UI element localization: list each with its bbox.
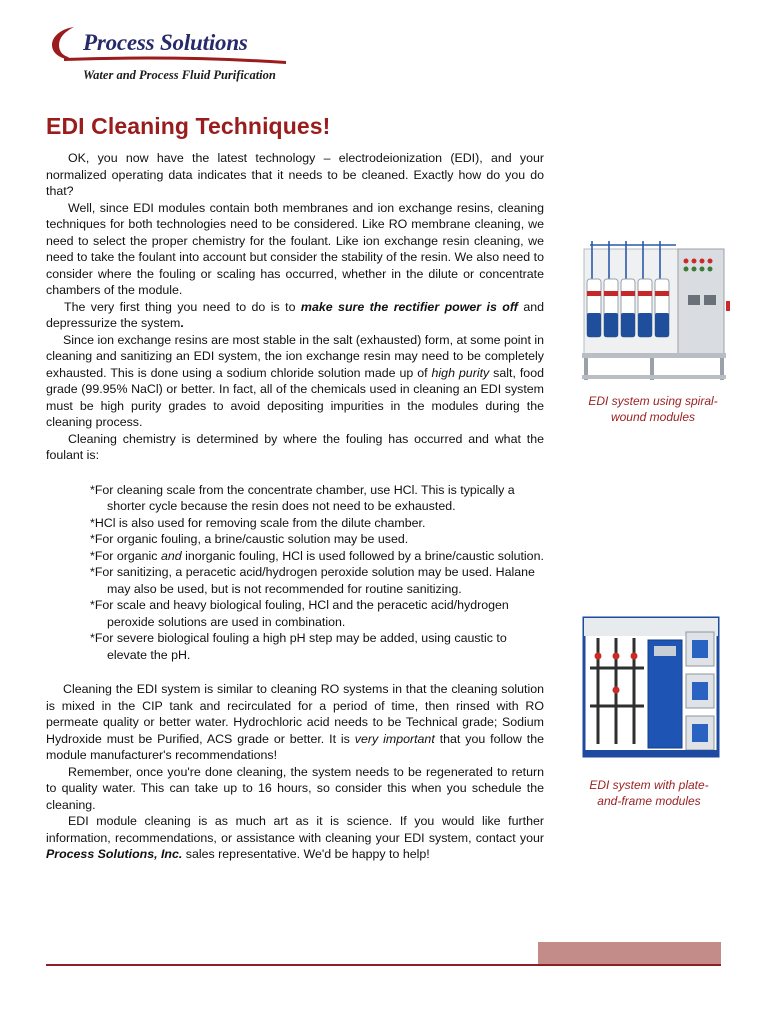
- contact-company: Process Solutions, Inc.: [46, 847, 183, 861]
- paragraph-rectifier: [46, 299, 544, 332]
- article-title: EDI Cleaning Techniques!: [46, 113, 331, 139]
- edi-plate-and-frame-system-image: [582, 612, 722, 762]
- paragraph-membranes: Well, since EDI modules contain both membranes and ion exchange resins, cleaning techniques for both technologies need to be considered. Like RO membrane cleaning, we need to select the proper chemistry for the foulant. Like ion exchange resin cleaning, we need to take the foulant into account but consider the stability of the resin. We also need to consider where the fouling or scaling has occurred, whether in the dilute or concentrate chambers of the module.: [46, 200, 544, 297]
- exhaustion-text-c: salt, food grade (99.95% NaCl) or better. In fact, all of the chemicals used in cleaning an EDI system must be high purity grades to avoid depositing impurities in the modules during the cleaning process.: [46, 365, 544, 429]
- company-logo: [50, 24, 290, 86]
- paragraph-cip: [46, 681, 544, 764]
- list4-text-a: *For organic: [90, 548, 161, 563]
- contact-text-a: EDI module cleaning is as much art as it is science. If you would like further information, recommendations, or assistance with cleaning your EDI system, contact your: [46, 814, 544, 845]
- rectifier-text-a: The very first thing you need to do is to: [64, 299, 301, 314]
- rectifier-text-c: and depressurize the system: [46, 299, 545, 330]
- contact-text-c: sales representative. We'd be happy to help!: [182, 847, 430, 861]
- caption-spiral-wound: EDI system using spiral-wound modules: [588, 394, 718, 424]
- rectifier-warning: make sure the rectifier power is off: [300, 299, 518, 314]
- list-item: *For cleaning scale from the concentrate chamber, use HCl. This is typically a shorter cycle because the resin does not need to be exhausted.: [90, 482, 515, 513]
- paragraph-exhaustion: [46, 332, 544, 431]
- rectifier-text-d: .: [180, 316, 184, 330]
- list-item: *For severe biological fouling a high pH step may be added, using caustic to elevate the pH.: [90, 631, 507, 662]
- edi-spiral-wound-system-image: [580, 235, 730, 385]
- cip-text-b: very important: [354, 731, 435, 746]
- cip-text-c: that you follow the module manufacturer's recommendations!: [46, 731, 544, 762]
- footer-accent-box: [538, 942, 721, 966]
- list-item: *For sanitizing, a peracetic acid/hydrogen peroxide solution may be used. Halane may also be used, but is not recommended for routine sanitizing.: [90, 565, 535, 596]
- caption-plate-and-frame: EDI system with plate-and-frame modules: [589, 778, 709, 808]
- footer-rule: [46, 964, 721, 966]
- list-item: *For scale and heavy biological fouling, HCl and the peracetic acid/hydrogen peroxide solutions are used in combination.: [90, 598, 509, 629]
- logo-company-name: Process Solutions: [83, 30, 248, 55]
- list4-text-c: inorganic fouling, HCl is used followed by a brine/caustic solution.: [181, 548, 544, 563]
- paragraph-contact: [46, 813, 544, 863]
- paragraph-chemistry: Cleaning chemistry is determined by where the fouling has occurred and what the foulant is:: [46, 431, 544, 462]
- list-item: *For organic fouling, a brine/caustic solution may be used.: [90, 532, 409, 546]
- exhaustion-text-b: high purity: [431, 365, 490, 380]
- article-body: [46, 150, 544, 863]
- exhaustion-text-a: Since ion exchange resins are most stable in the salt (exhausted) form, at some point in cleaning and sanitizing an EDI system, the ion exchange resin may need to be completely exhausted. This is done using a sodium chloride solution made up of: [46, 332, 544, 380]
- list-item: *HCl is also used for removing scale from the dilute chamber.: [90, 515, 426, 530]
- list4-text-b: and: [160, 548, 182, 563]
- list-item: [90, 548, 544, 565]
- paragraph-intro: OK, you now have the latest technology – electrodeionization (EDI), and your normalized operating data indicates that it needs to be cleaned. Exactly how do you do that?: [46, 151, 544, 198]
- cip-text-a: Cleaning the EDI system is similar to cleaning RO systems in that the cleaning solution is mixed in the CIP tank and recirculated for a period of time, then rinsed with RO permeate quality or better water. Hydrochloric acid needs to be Technical grade; Sodium Hydroxide must be Purified, ACS grade or better. It is: [46, 682, 544, 746]
- cleaning-chemistry-list: [90, 482, 544, 664]
- logo-tagline: Water and Process Fluid Purification: [83, 68, 276, 82]
- paragraph-regenerate: Remember, once you're done cleaning, the system needs to be regenerated to return to quality water. This can take up to 16 hours, so consider this when you schedule the cleaning.: [46, 764, 544, 812]
